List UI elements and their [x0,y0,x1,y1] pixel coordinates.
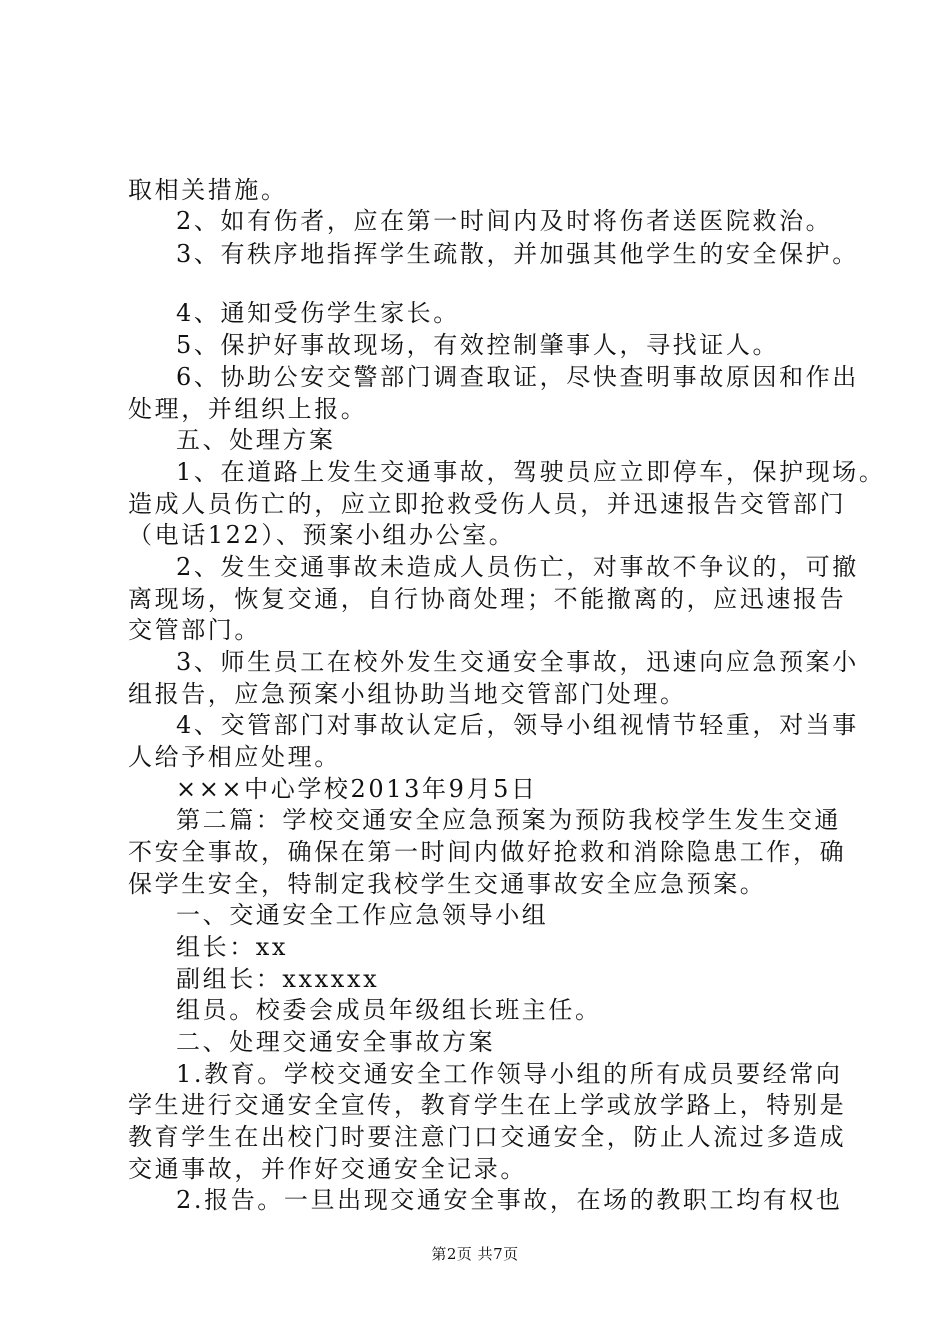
text-line: 4、交管部门对事故认定后，领导小组视情节轻重，对当事 [176,711,859,739]
page-number-footer: 第2页 共7页 [431,1245,519,1263]
text-line: （电话122）、预案小组办公室。 [128,521,516,549]
text-line: 2、发生交通事故未造成人员伤亡，对事故不争议的，可撤 [176,553,859,581]
text-line: 2、如有伤者，应在第一时间内及时将伤者送医院救治。 [176,207,833,235]
text-line: 3、有秩序地指挥学生疏散，并加强其他学生的安全保护。 [176,240,859,268]
text-line: 第二篇：学校交通安全应急预案为预防我校学生发生交通 [176,806,841,834]
text-line: 2.报告。一旦出现交通安全事故，在场的教职工均有权也 [176,1186,843,1214]
text-line: 不安全事故，确保在第一时间内做好抢救和消除隐患工作，确 [128,838,847,866]
text-line: 取相关措施。 [128,176,288,204]
text-line: 组报告，应急预案小组协助当地交管部门处理。 [128,680,687,708]
text-line: 离现场，恢复交通，自行协商处理；不能撤离的，应迅速报告 [128,585,847,613]
signature-line: ×××中心学校2013年9月5日 [176,775,538,803]
text-line: 组员。校委会成员年级组长班主任。 [176,996,602,1024]
text-line: 1、在道路上发生交通事故，驾驶员应立即停车，保护现场。 [176,458,886,486]
text-line: 人给予相应处理。 [128,743,341,771]
text-line: 副组长：xxxxxx [176,965,380,993]
text-line: 5、保护好事故现场，有效控制肇事人，寻找证人。 [176,331,780,359]
text-line: 造成人员伤亡的，应立即抢救受伤人员，并迅速报告交管部门 [128,490,847,518]
text-line: 保学生安全，特制定我校学生交通事故安全应急预案。 [128,870,767,898]
text-line: 6、协助公安交警部门调查取证，尽快查明事故原因和作出 [176,363,859,391]
text-line: 处理，并组织上报。 [128,395,368,423]
text-line: 交管部门。 [128,616,261,644]
section-heading: 五、处理方案 [176,426,336,454]
text-line: 组长：xx [176,933,289,961]
text-line: 3、师生员工在校外发生交通安全事故，迅速向应急预案小 [176,648,859,676]
text-line: 教育学生在出校门时要注意门口交通安全，防止人流过多造成 [128,1123,847,1151]
text-line: 学生进行交通安全宣传，教育学生在上学或放学路上，特别是 [128,1091,847,1119]
section-heading: 一、交通安全工作应急领导小组 [176,901,549,929]
text-line: 1.教育。学校交通安全工作领导小组的所有成员要经常向 [176,1060,843,1088]
text-line: 4、通知受伤学生家长。 [176,299,460,327]
text-line: 交通事故，并作好交通安全记录。 [128,1155,527,1183]
section-heading: 二、处理交通安全事故方案 [176,1028,496,1056]
